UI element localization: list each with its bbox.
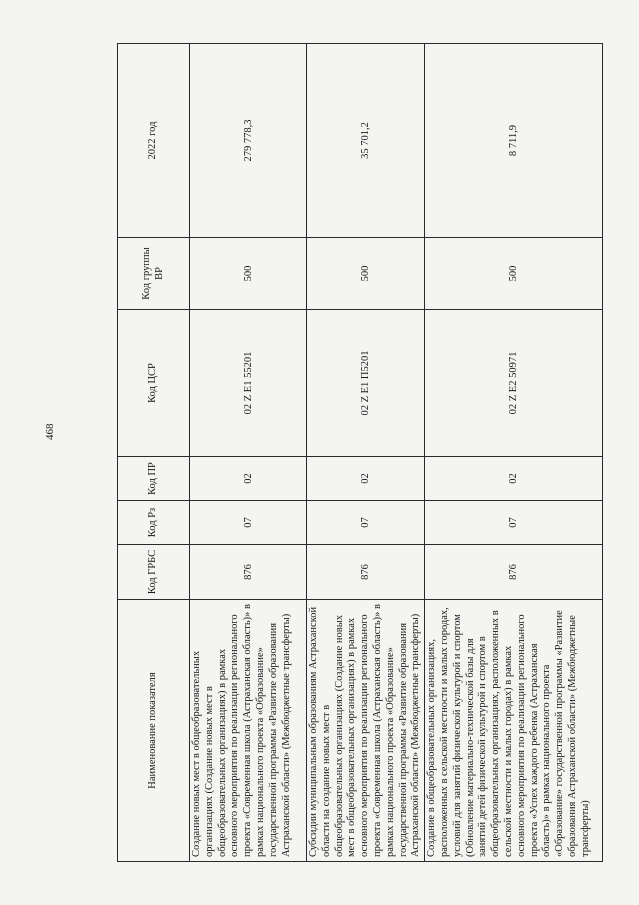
- row-vr: 500: [307, 238, 425, 310]
- row-csr: 02 Z E1 55201: [190, 310, 307, 457]
- row-rz: 07: [190, 501, 307, 545]
- table-row: [425, 44, 603, 862]
- row-year: 279 778,3: [190, 44, 307, 238]
- row-grbs: 876: [190, 545, 307, 600]
- row-name: Создание новых мест в общеобразовательных организациях (Создание новых мест в общеобразовательных организациях) в рамках основного мероприятия по реализации регионального проекта «Современная школа (Астраханская область)» в рамках национального проекта «Образование» государственной программы «Развитие образования Астраханской области» (Межбюджетные трансферты): [190, 600, 307, 862]
- rotated-table-container: [117, 44, 601, 862]
- table-row: [307, 44, 425, 862]
- header-vr: Код группы ВР: [118, 238, 190, 310]
- row-csr: 02 Z E1 П5201: [307, 310, 425, 457]
- page-number: 468: [44, 423, 56, 440]
- row-grbs: 876: [425, 545, 603, 600]
- header-row: [118, 44, 190, 862]
- budget-table: [117, 43, 603, 862]
- row-name: Создание в общеобразовательных организациях, расположенных в сельской местности и малых городах, условий для занятий физической культурой и спортом (Обновление материально-технической базы для занятий детей физической культурой и спортом в общеобразовательных организациях, расположенных в сельской местности и малых городах) в рамках основного мероприятия по реализации регионального проекта «Успех каждого ребенка (Астраханская область)» в рамках национального проекта «Образование» государственной программы «Развитие образования Астраханской области» (Межбюджетные трансферты): [425, 600, 603, 862]
- header-rz: Код Рз: [118, 501, 190, 545]
- row-name: Субсидии муниципальным образованиям Астраханской области на создание новых мест в общеобразовательных организациях (Создание новых мест в общеобразовательных организациях) в рамках основного мероприятия по реализации регионального проекта «Современная школа (Астраханская область)» в рамках национального проекта «Образование» государственной программы «Развитие образования Астраханской области» (Межбюджетные трансферты): [307, 600, 425, 862]
- table-row: [190, 44, 307, 862]
- row-year: 8 711,9: [425, 44, 603, 238]
- row-grbs: 876: [307, 545, 425, 600]
- row-pr: 02: [307, 457, 425, 501]
- header-name: Наименование показателя: [118, 600, 190, 862]
- row-pr: 02: [425, 457, 603, 501]
- row-vr: 500: [190, 238, 307, 310]
- row-pr: 02: [190, 457, 307, 501]
- row-rz: 07: [425, 501, 603, 545]
- header-csr: Код ЦСР: [118, 310, 190, 457]
- row-csr: 02 Z E2 50971: [425, 310, 603, 457]
- header-pr: Код ПР: [118, 457, 190, 501]
- row-vr: 500: [425, 238, 603, 310]
- row-rz: 07: [307, 501, 425, 545]
- row-year: 35 701,2: [307, 44, 425, 238]
- header-year: 2022 год: [118, 44, 190, 238]
- header-grbs: Код ГРБС: [118, 545, 190, 600]
